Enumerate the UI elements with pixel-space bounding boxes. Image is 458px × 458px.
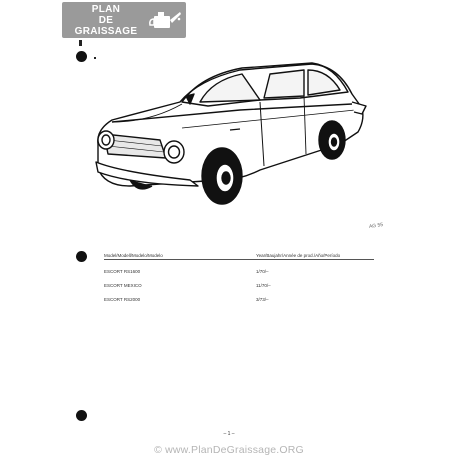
punch-hole [76, 251, 87, 262]
punch-hole [76, 51, 87, 62]
model-cell: ESCORT MEXICO [104, 283, 142, 288]
models-table [104, 253, 374, 302]
year-cell: 11/70/– [256, 283, 271, 288]
table-header [104, 253, 374, 260]
year-cell: 3/73/– [256, 297, 269, 302]
logo-text: PLAN DE GRAISSAGE [74, 4, 138, 37]
header-year: Year/Baujahr/Année de prod./Año/Período [256, 253, 341, 258]
table-row [104, 269, 374, 274]
page-number: – 1 – [223, 431, 235, 437]
header-model: Model/Modell/Modelo/Modelo [104, 253, 163, 258]
punch-hole [76, 410, 87, 421]
model-cell: ESCORT RS1600 [104, 269, 141, 274]
model-cell: ESCORT RS2000 [104, 297, 141, 302]
site-watermark: © www.PlanDeGraissage.ORG [154, 444, 304, 456]
car-illustration [90, 58, 375, 213]
table-row [104, 297, 374, 302]
table-row [104, 283, 374, 288]
oil-can-icon [148, 6, 182, 34]
margin-note: AG 55 [368, 222, 384, 230]
year-cell: 1/70/– [256, 269, 269, 274]
scan-speck [79, 40, 82, 46]
site-logo [62, 2, 186, 38]
